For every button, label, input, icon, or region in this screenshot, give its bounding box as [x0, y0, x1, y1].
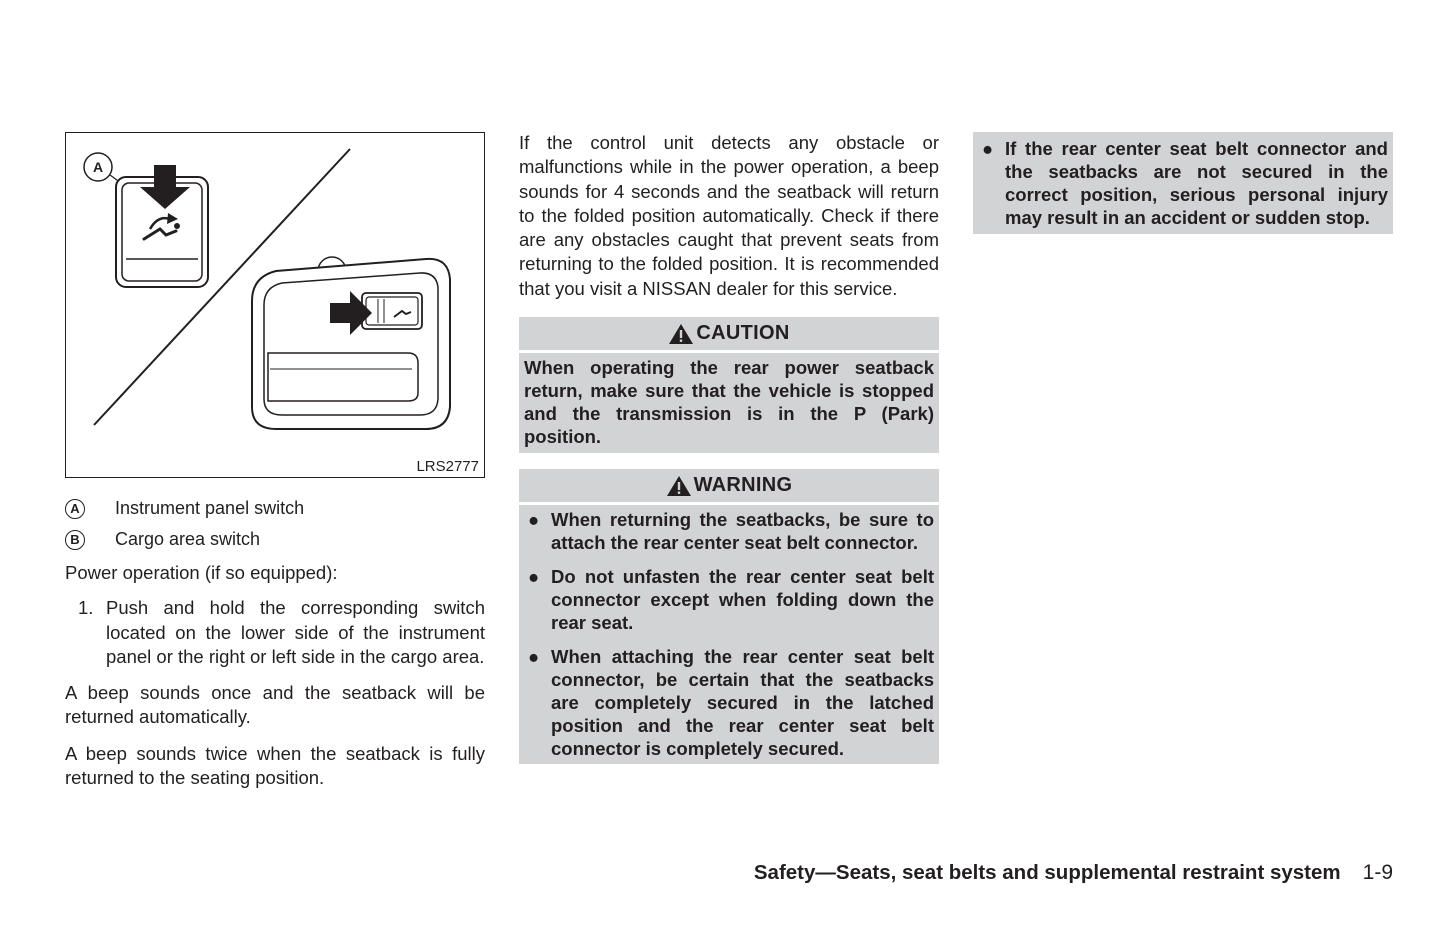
legend-label: Instrument panel switch [115, 498, 305, 518]
paragraph-obstacle: If the control unit detects any obstacle or malfunctions while in the power operation, a beep sounds for 4 seconds and the seatback will return to the folded position automatically. Check if there are any obstacles caught that prevent seats from returning to the folded position. It is recommended that you visit a NISSAN dealer for this service. [519, 132, 939, 299]
caution-header [519, 317, 939, 350]
caution-box: When operating the rear power seatback return, make sure that the vehicle is stopped and the transmission is in the P (Park) position. [519, 353, 939, 453]
page-footer [754, 861, 1393, 885]
warning-triangle-icon [668, 323, 694, 345]
bullet-dot: ● [528, 646, 540, 668]
paragraph-beep-once: A beep sounds once and the seatback will be returned automatically. [65, 682, 485, 728]
middle-column [519, 132, 939, 764]
step-item [78, 596, 485, 669]
warning-triangle-icon [666, 475, 692, 497]
step-number: 1. [78, 597, 94, 619]
cargo-area-panel [252, 259, 450, 429]
legend-item [65, 493, 485, 524]
figure-legend [65, 493, 485, 555]
step-text: Push and hold the corresponding switch located on the lower side of the instrument panel or the right or left side in the cargo area. [106, 597, 485, 667]
right-column [973, 132, 1393, 234]
illustration-figure [65, 132, 485, 478]
bullet-dot: ● [528, 566, 540, 588]
bullet-dot: ● [982, 138, 994, 159]
seat-switch-illustration [66, 133, 484, 477]
left-column [65, 132, 485, 790]
warning-item: ● When returning the seatbacks, be sure to attach the rear center seat belt connector. [524, 508, 934, 554]
legend-letter-b: B [65, 530, 85, 550]
figure-id: LRS2777 [416, 458, 479, 475]
warning-box [519, 505, 939, 764]
cargo-area-switch [362, 293, 422, 329]
callout-a-label: A [92, 159, 104, 175]
bullet-dot: ● [528, 509, 540, 531]
power-operation-heading: Power operation (if so equipped): [65, 562, 338, 583]
warning-title: WARNING [693, 474, 793, 497]
warning-header [519, 469, 939, 502]
paragraph-beep-twice: A beep sounds twice when the seatback is fully returned to the seating position. [65, 742, 485, 789]
warning-item: ● When attaching the rear center seat belt connector, be certain that the seatbacks are completely secured in the latched position and the rear center seat belt connector is completely secured. [524, 645, 934, 760]
caution-title: CAUTION [696, 322, 790, 345]
warning-continued-box [973, 132, 1393, 234]
legend-letter-a: A [65, 499, 85, 519]
page-number: 1-9 [1362, 861, 1393, 884]
legend-item [65, 524, 485, 555]
footer-section-title: Safety—Seats, seat belts and supplemental restraint system [753, 861, 1341, 884]
warning-item: ● If the rear center seat belt connector and the seatbacks are not secured in the correct position, serious personal injury may result in an accident or sudden stop. [978, 137, 1388, 229]
legend-label: Cargo area switch [115, 529, 261, 549]
warning-item: ● Do not unfasten the rear center seat belt connector except when folding down the rear seat. [524, 565, 934, 634]
